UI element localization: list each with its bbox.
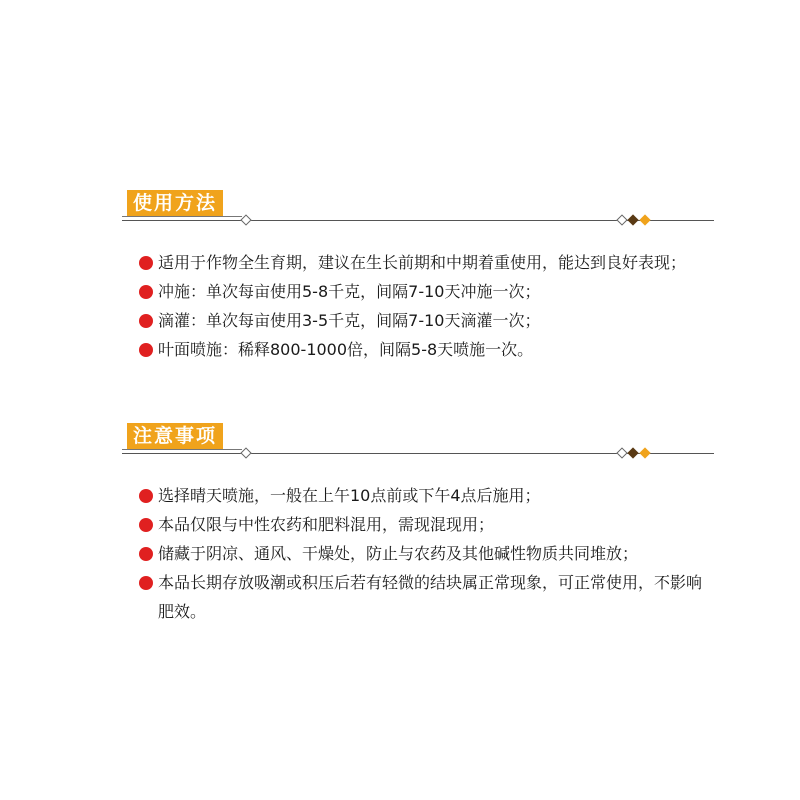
- bullet-icon: [139, 314, 153, 328]
- bullet-icon: [139, 547, 153, 561]
- diamond-ornament-icon: [639, 447, 650, 458]
- list-item: [138, 306, 714, 335]
- usage-title: 使用方法: [127, 190, 223, 216]
- list-item-text: 储藏于阴凉、通风、干燥处，防止与农药及其他碱性物质共同堆放；: [158, 544, 639, 563]
- diamond-ornament-icon: [240, 447, 251, 458]
- bullet-icon: [139, 518, 153, 532]
- notes-header: [122, 419, 714, 459]
- list-item-text: 滴灌：单次每亩使用3-5千克，间隔7-10天滴灌一次；: [158, 311, 541, 330]
- list-item: [138, 568, 714, 626]
- list-item: [138, 481, 714, 510]
- bullet-icon: [139, 489, 153, 503]
- bullet-icon: [139, 343, 153, 357]
- usage-section: [122, 186, 714, 364]
- diamond-ornament-icon: [240, 214, 251, 225]
- list-item-text: 本品长期存放吸潮或积压后若有轻微的结块属正常现象，可正常使用，不影响肥效。: [158, 573, 703, 621]
- notes-list: [122, 481, 714, 626]
- list-item-text: 适用于作物全生育期，建议在生长前期和中期着重使用，能达到良好表现；: [158, 253, 687, 272]
- list-item: [138, 510, 714, 539]
- list-item-text: 叶面喷施：稀释800-1000倍，间隔5-8天喷施一次。: [158, 340, 534, 359]
- list-item: [138, 277, 714, 306]
- list-item: [138, 248, 714, 277]
- notes-section: [122, 419, 714, 626]
- notes-title: 注意事项: [127, 423, 223, 449]
- bullet-icon: [139, 256, 153, 270]
- list-item: [138, 539, 714, 568]
- usage-list: [122, 248, 714, 364]
- bullet-icon: [139, 285, 153, 299]
- usage-header: [122, 186, 714, 226]
- diamond-ornament-icon: [616, 447, 627, 458]
- list-item: [138, 335, 714, 364]
- bullet-icon: [139, 576, 153, 590]
- diamond-ornament-icon: [616, 214, 627, 225]
- list-item-text: 冲施：单次每亩使用5-8千克，间隔7-10天冲施一次；: [158, 282, 541, 301]
- diamond-ornament-icon: [627, 214, 638, 225]
- diamond-ornament-icon: [639, 214, 650, 225]
- list-item-text: 选择晴天喷施，一般在上午10点前或下午4点后施用；: [158, 486, 541, 505]
- diamond-ornament-icon: [627, 447, 638, 458]
- list-item-text: 本品仅限与中性农药和肥料混用，需现混现用；: [158, 515, 495, 534]
- header-divider: [122, 449, 242, 450]
- header-divider: [122, 216, 242, 217]
